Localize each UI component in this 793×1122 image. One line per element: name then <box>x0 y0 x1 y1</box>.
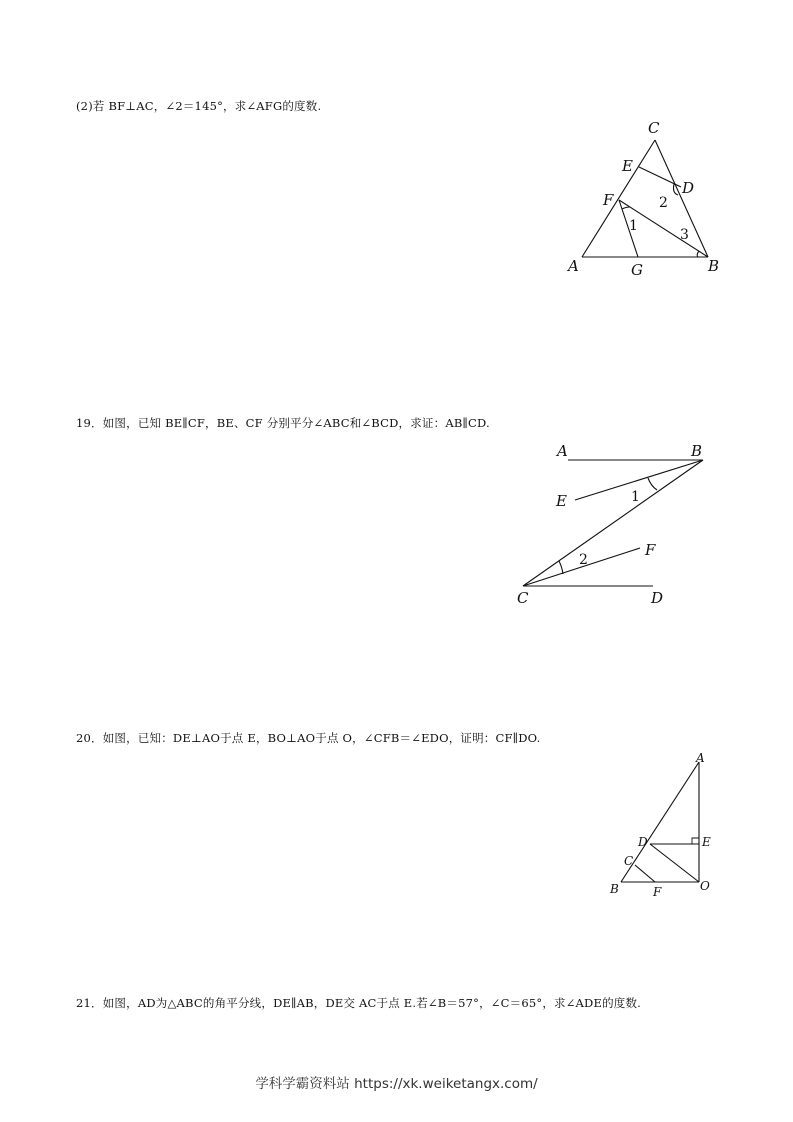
label-c: C <box>624 854 634 868</box>
question-19: 19．如图，已知 BE∥CF，BE、CF 分别平分∠ABC和∠BCD，求证：AB∥CD. <box>76 416 490 430</box>
segment-do <box>650 844 699 882</box>
label-b: B <box>610 882 619 896</box>
segment-ed <box>639 167 681 187</box>
label-b: B <box>691 442 703 460</box>
angle-arc-2 <box>559 561 563 574</box>
angle-arc-1 <box>622 207 630 209</box>
angle-arc-1 <box>648 478 657 490</box>
angle-label-3: 3 <box>680 227 689 243</box>
label-a: A <box>568 257 579 275</box>
label-o: O <box>700 879 710 893</box>
label-f: F <box>653 885 662 899</box>
label-f: F <box>603 191 614 209</box>
label-g: G <box>631 261 643 279</box>
label-c: C <box>648 119 660 137</box>
angle-arc-3 <box>697 251 699 257</box>
figure-triangle-abc <box>560 115 730 285</box>
segment-ca <box>582 140 655 257</box>
question-20: 20．如图，已知：DE⊥AO于点 E，BO⊥AO于点 O，∠CFB＝∠EDO，证明：CF∥DO. <box>76 731 541 745</box>
label-f: F <box>645 541 656 559</box>
label-e: E <box>622 157 633 175</box>
right-angle-mark-e <box>692 838 699 844</box>
label-c: C <box>517 589 529 607</box>
label-b: B <box>708 257 720 275</box>
label-d: D <box>651 589 664 607</box>
label-d: D <box>638 835 648 849</box>
label-d: D <box>682 179 695 197</box>
footer-watermark: 学科学霸资料站 https://xk.weiketangx.com/ <box>255 1076 538 1092</box>
figure-right-triangle <box>605 748 720 903</box>
question-21: 21．如图，AD为△ABC的角平分线，DE∥AB，DE交 AC于点 E.若∠B＝57°，∠C＝65°，求∠ADE的度数. <box>76 996 642 1010</box>
label-e: E <box>702 835 711 849</box>
segment-cf <box>635 865 655 882</box>
angle-label-2: 2 <box>579 552 588 568</box>
question-18-2: (2)若 BF⊥AC，∠2＝145°，求∠AFG的度数. <box>76 99 322 113</box>
angle-label-2: 2 <box>659 195 668 211</box>
angle-label-1: 1 <box>631 489 640 505</box>
segment-bc <box>523 460 703 586</box>
label-e: E <box>556 492 567 510</box>
label-a: A <box>557 442 568 460</box>
angle-label-1: 1 <box>629 218 638 234</box>
label-a: A <box>696 751 705 765</box>
figure-z-parallel <box>505 438 715 613</box>
